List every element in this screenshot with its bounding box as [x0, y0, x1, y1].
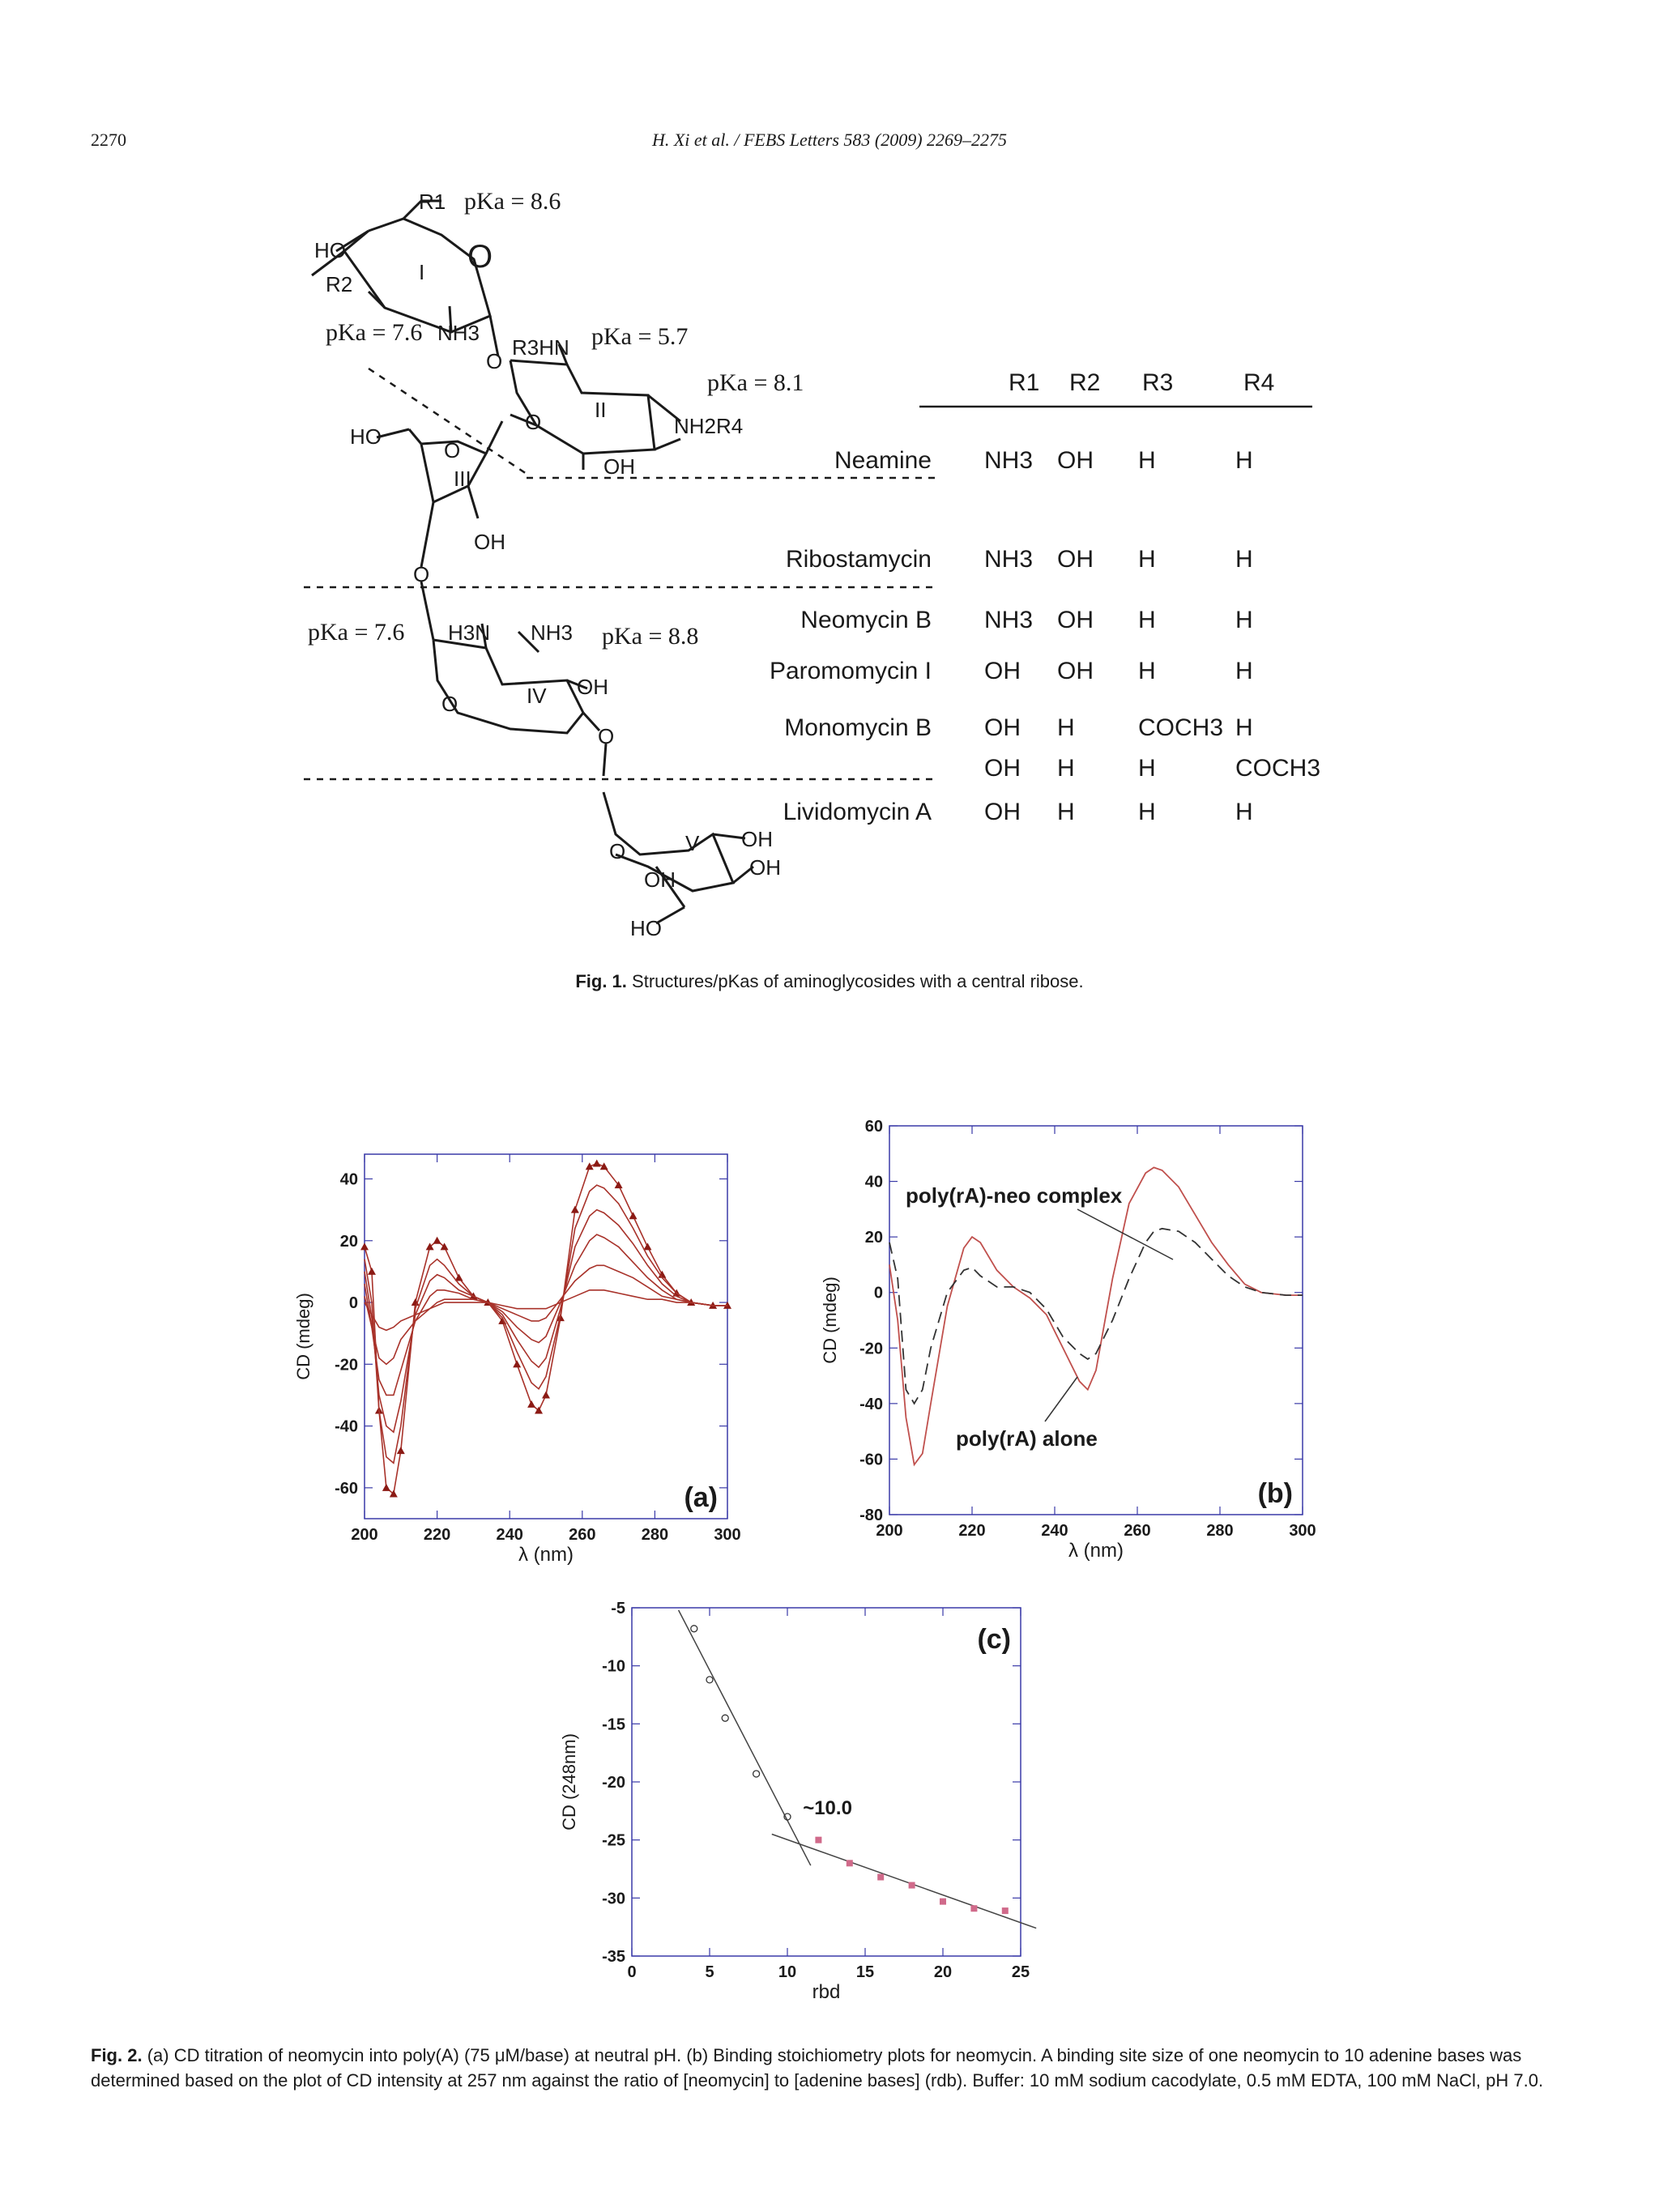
svg-text:O: O [598, 724, 615, 748]
table-cell: OH [984, 714, 1021, 741]
svg-text:O: O [525, 410, 542, 434]
annotation-alone: poly(rA) alone [956, 1426, 1098, 1451]
chart-panel-b [810, 1097, 1316, 1562]
data-point [940, 1899, 946, 1905]
structure-labels [308, 188, 804, 940]
data-point [527, 1400, 535, 1408]
panel-label: (c) [977, 1624, 1011, 1655]
series-line [365, 1210, 727, 1433]
y-axis-label: CD (248nm) [559, 1733, 579, 1831]
y-tick-label: -30 [602, 1890, 625, 1908]
table-row-name: Neamine [834, 447, 932, 474]
fit-line [679, 1610, 811, 1865]
y-tick-label: -60 [335, 1479, 358, 1498]
table-cell: OH [1057, 447, 1094, 474]
series-line [365, 1234, 727, 1395]
table-row-name: Neomycin B [800, 607, 932, 633]
y-tick-label: 0 [873, 1284, 883, 1302]
x-tick-label: 300 [1289, 1522, 1316, 1540]
table-cell: H [1235, 607, 1253, 633]
data-point [571, 1206, 579, 1213]
y-tick-label: -60 [859, 1451, 883, 1469]
data-point [586, 1162, 594, 1170]
table-cell: H [1057, 799, 1075, 825]
ring-label: II [595, 398, 607, 422]
x-tick-label: 20 [933, 1963, 953, 1981]
table-cell: H [1138, 755, 1156, 782]
data-point [368, 1268, 376, 1275]
svg-text:O: O [467, 239, 493, 275]
table-cell: H [1138, 607, 1156, 633]
ring-label: IV [527, 684, 547, 708]
caption-text: (a) CD titration of neomycin into poly(A) (75 μM/base) at neutral pH. (b) Binding stoichiometry plots for neomycin. A binding site size of one neomycin to 10 adenine bases was determined based on the plot of CD intensity at 257 nm against the ratio of [neomycin] to [adenine bases] (rdb). Buffer: 10 mM sodium cacodylate, 0.5 mM EDTA, 100 mM NaCl, pH 7.0. [91, 2045, 1544, 2091]
table-header: R4 [1243, 369, 1275, 396]
y-tick-label: 60 [864, 1118, 883, 1136]
x-tick-label: 10 [778, 1963, 797, 1981]
plot-frame [632, 1608, 1021, 1956]
panel-label: (b) [1257, 1478, 1293, 1509]
data-point [593, 1159, 601, 1166]
group-label: R3HN [512, 335, 569, 360]
table-header: R1 [1009, 369, 1040, 396]
pka-label: pKa = 5.7 [591, 323, 689, 350]
table-cell: H [1235, 546, 1253, 573]
group-label: R1 [419, 190, 446, 214]
y-tick-label: -40 [859, 1395, 883, 1413]
table-cell: H [1138, 658, 1156, 684]
group-label: NH3 [437, 321, 480, 345]
y-axis-label: CD (mdeg) [820, 1276, 840, 1364]
series-line [365, 1185, 727, 1463]
fit-line [772, 1835, 1036, 1929]
table-cell: H [1138, 447, 1156, 474]
data-point [815, 1837, 821, 1843]
data-point [706, 1677, 713, 1683]
table-cell: H [1235, 658, 1253, 684]
x-tick-label: 220 [958, 1522, 986, 1540]
x-tick-label: 260 [569, 1526, 596, 1544]
x-tick-label: 300 [714, 1526, 741, 1544]
table-cell: OH [984, 799, 1021, 825]
table-cell: H [1138, 799, 1156, 825]
ring-label: I [419, 260, 425, 284]
data-point [877, 1874, 884, 1881]
group-label: OH [749, 855, 781, 880]
y-tick-label: 40 [339, 1170, 358, 1189]
svg-text:O: O [413, 562, 430, 586]
svg-text:O: O [444, 438, 461, 462]
group-label: OH [741, 827, 773, 851]
table-cell: NH3 [984, 546, 1034, 573]
data-point [433, 1237, 441, 1244]
pka-label: pKa = 8.6 [464, 188, 561, 215]
x-tick-label: 0 [627, 1963, 637, 1981]
table-header: R3 [1142, 369, 1174, 396]
y-tick-label: -5 [611, 1600, 625, 1617]
chart-panel-c [543, 1588, 1045, 2009]
y-tick-label: -20 [335, 1356, 358, 1375]
x-tick-label: 240 [1041, 1522, 1068, 1540]
group-label: OH [474, 530, 505, 554]
table-cell: H [1235, 714, 1253, 741]
table-cell: NH3 [984, 447, 1034, 474]
ring-label: V [685, 831, 700, 855]
y-tick-label: -80 [859, 1507, 883, 1524]
y-tick-label: -10 [602, 1657, 625, 1676]
caption-label: Fig. 2. [91, 2045, 143, 2065]
page-number: 2270 [91, 130, 126, 150]
y-tick-label: -25 [602, 1831, 625, 1850]
panel-label: (a) [684, 1482, 718, 1513]
data-point [382, 1484, 390, 1491]
caption-label: Fig. 1. [575, 971, 627, 991]
x-axis-label: λ (nm) [518, 1544, 574, 1566]
data-point [753, 1771, 760, 1777]
table-cell: H [1057, 714, 1075, 741]
figure2-caption [91, 2043, 1568, 2093]
aminoglycoside-table [1009, 369, 1274, 396]
data-point [1002, 1907, 1009, 1914]
annotation-arrow [1045, 1377, 1077, 1421]
annotation-complex: poly(rA)-neo complex [906, 1183, 1123, 1208]
y-tick-label: -15 [602, 1715, 625, 1734]
x-axis-label: rbd [812, 1981, 841, 2003]
series-line [889, 1229, 1303, 1404]
data-point [847, 1860, 853, 1866]
pka-label: pKa = 7.6 [326, 319, 423, 346]
data-point [909, 1882, 915, 1889]
chart-panel-a [284, 1134, 741, 1588]
data-point [691, 1626, 697, 1632]
group-label: OH [577, 675, 608, 699]
table-cell: OH [1057, 546, 1094, 573]
pka-label: pKa = 8.1 [707, 369, 804, 396]
group-label: NH3 [531, 620, 574, 645]
y-tick-label: 0 [348, 1294, 358, 1313]
annotation-arrow [1077, 1209, 1173, 1259]
group-label: HO [314, 238, 346, 262]
svg-text:O: O [486, 349, 503, 373]
data-point [629, 1212, 638, 1219]
table-row-name: Monomycin B [784, 714, 932, 741]
group-label: OH [603, 454, 635, 479]
data-point [397, 1447, 405, 1454]
y-axis-label: CD (mdeg) [293, 1293, 313, 1380]
table-rows [770, 447, 1320, 825]
table-row-name: Ribostamycin [785, 546, 932, 573]
y-tick-label: -20 [602, 1774, 625, 1792]
data-point [542, 1391, 550, 1398]
x-axis-label: λ (nm) [1068, 1540, 1124, 1562]
table-cell: NH3 [984, 607, 1034, 633]
svg-text:O: O [441, 692, 458, 716]
journal-header: H. Xi et al. / FEBS Letters 583 (2009) 2269–2275 [651, 130, 1008, 150]
series-line [889, 1167, 1303, 1464]
x-tick-label: 200 [351, 1526, 378, 1544]
x-tick-label: 280 [1206, 1522, 1234, 1540]
y-tick-label: 20 [864, 1229, 883, 1247]
pka-label: pKa = 8.8 [602, 623, 699, 650]
table-header: R2 [1069, 369, 1101, 396]
table-cell: OH [1057, 607, 1094, 633]
group-label: HO [630, 916, 662, 940]
data-point [600, 1162, 608, 1170]
x-tick-label: 260 [1124, 1522, 1151, 1540]
data-point [643, 1242, 651, 1250]
y-tick-label: 20 [339, 1232, 358, 1251]
table-cell: H [1235, 447, 1253, 474]
table-cell: H [1138, 546, 1156, 573]
svg-text:O: O [609, 839, 626, 863]
pka-label: pKa = 7.6 [308, 619, 405, 646]
group-label: OH [644, 867, 676, 892]
data-point [722, 1715, 728, 1721]
group-label: NH2R4 [674, 414, 744, 438]
table-cell: OH [984, 658, 1021, 684]
data-point [360, 1242, 369, 1250]
figure1-caption [0, 969, 1659, 994]
x-tick-label: 280 [641, 1526, 669, 1544]
table-row-name: Lividomycin A [783, 799, 932, 825]
ring-label: III [454, 467, 471, 491]
annotation-break: ~10.0 [803, 1797, 852, 1820]
x-tick-label: 15 [855, 1963, 875, 1981]
y-tick-label: -20 [859, 1340, 883, 1358]
figure1-structure [0, 0, 1659, 964]
x-tick-label: 5 [705, 1963, 714, 1981]
x-tick-label: 25 [1011, 1963, 1030, 1981]
y-tick-label: 40 [864, 1173, 883, 1191]
group-label: H3N [448, 620, 491, 645]
x-tick-label: 220 [423, 1526, 451, 1544]
group-label: R2 [326, 272, 353, 296]
table-cell: OH [1057, 658, 1094, 684]
table-cell: COCH3 [1235, 755, 1321, 782]
group-label: HO [350, 424, 382, 449]
y-tick-label: -35 [602, 1948, 625, 1966]
caption-text: Structures/pKas of aminoglycosides with a central ribose. [632, 971, 1084, 991]
table-cell: COCH3 [1138, 714, 1224, 741]
data-point [513, 1360, 521, 1367]
x-tick-label: 200 [876, 1522, 903, 1540]
table-cell: H [1235, 799, 1253, 825]
x-tick-label: 240 [496, 1526, 523, 1544]
table-row-name: Paromomycin I [769, 658, 932, 684]
table-cell: OH [984, 755, 1021, 782]
series-line [365, 1163, 727, 1494]
table-cell: H [1057, 755, 1075, 782]
data-point [970, 1905, 977, 1912]
y-tick-label: -40 [335, 1417, 358, 1436]
